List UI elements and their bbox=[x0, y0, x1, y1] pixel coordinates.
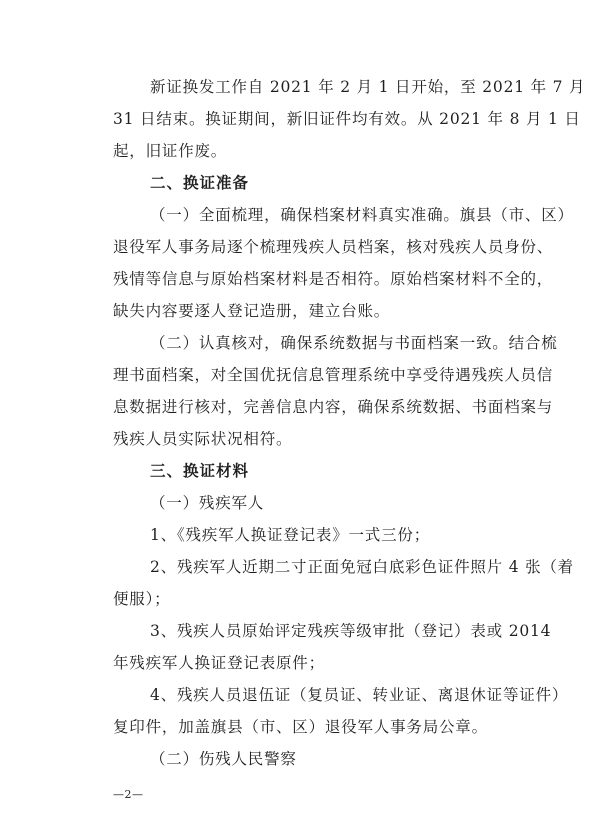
list-item-continuation: 便服）； bbox=[113, 590, 171, 608]
paragraph-line: 残情等信息与原始档案材料是否相符。原始档案材料不全的， bbox=[113, 270, 554, 288]
list-item: 3、残疾人员原始评定残疾等级审批（登记）表或 2014 bbox=[150, 622, 552, 640]
paragraph-line: （二）认真核对，确保系统数据与书面档案一致。结合梳 bbox=[150, 334, 558, 352]
page-number: —2— bbox=[113, 788, 144, 801]
subheading-disabled-soldiers: （一）残疾军人 bbox=[150, 494, 265, 512]
list-item-continuation: 年残疾军人换证登记表原件； bbox=[113, 654, 325, 672]
list-item-continuation: 复印件，加盖旗县（市、区）退役军人事务局公章。 bbox=[113, 718, 488, 736]
paragraph-line: （一）全面梳理，确保档案材料真实准确。旗县（市、区） bbox=[150, 206, 574, 224]
paragraph-line: 残疾人员实际状况相符。 bbox=[113, 430, 293, 448]
paragraph-line: 缺失内容要逐人登记造册，建立台账。 bbox=[113, 302, 391, 320]
list-item: 4、残疾人员退伍证（复员证、转业证、离退休证等证件） bbox=[150, 686, 569, 704]
paragraph-line: 退役军人事务局逐个梳理残疾人员档案，核对残疾人员身份、 bbox=[113, 238, 554, 256]
paragraph-line: 31 日结束。换证期间，新旧证件均有效。从 2021 年 8 月 1 日 bbox=[113, 110, 581, 128]
list-item: 2、残疾军人近期二寸正面免冠白底彩色证件照片 4 张（着 bbox=[150, 558, 574, 576]
subheading-disabled-police: （二）伤残人民警察 bbox=[150, 750, 297, 768]
paragraph-line: 起，旧证作废。 bbox=[113, 142, 228, 160]
section-heading-preparation: 二、换证准备 bbox=[150, 174, 250, 192]
list-item: 1、《残疾军人换证登记表》一式三份； bbox=[150, 526, 431, 544]
paragraph-line: 理书面档案，对全国优抚信息管理系统中享受待遇残疾人员信 bbox=[113, 366, 554, 384]
section-heading-materials: 三、换证材料 bbox=[150, 462, 250, 480]
paragraph-line: 息数据进行核对，完善信息内容，确保系统数据、书面档案与 bbox=[113, 398, 554, 416]
paragraph-line: 新证换发工作自 2021 年 2 月 1 日开始，至 2021 年 7 月 bbox=[150, 78, 586, 96]
